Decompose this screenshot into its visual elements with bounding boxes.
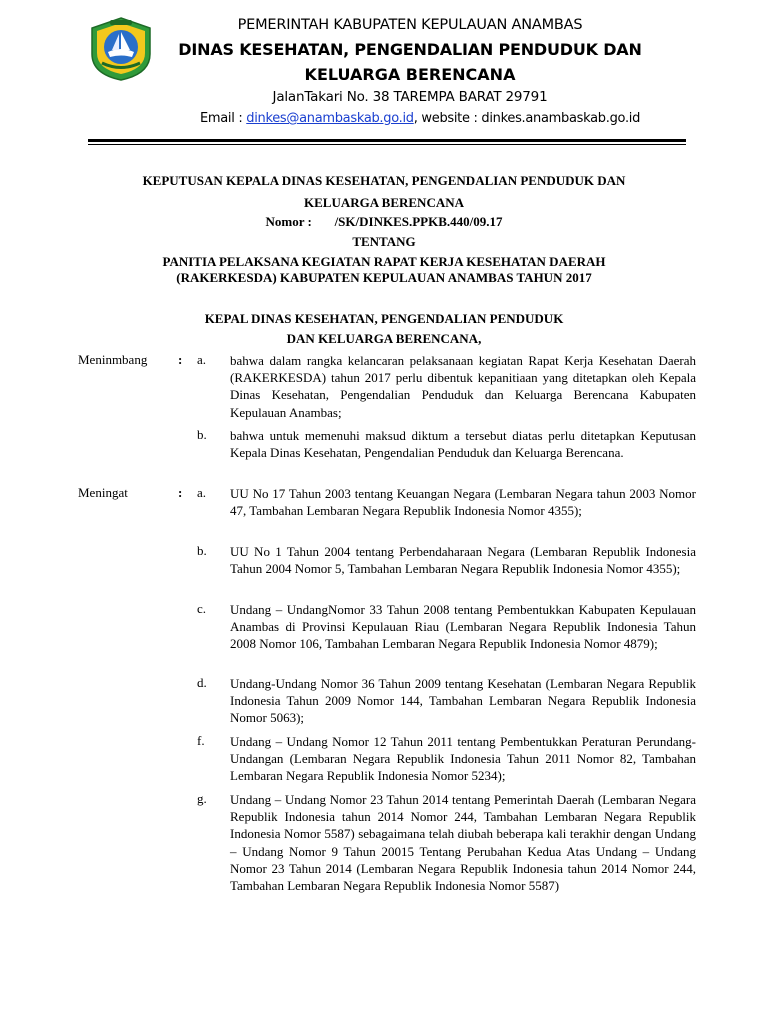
mengingat-item-g-text: Undang – Undang Nomor 23 Tahun 2014 tentang Pemerintah Daerah (Lembaran Negara Republik Indonesia tahun 2014 Nomor 244, Tambahan Lembaran Negara Republik Indonesia Nomor 5587) sebagaimana telah diubah beberapa kali terakhir dengan Undang – Undang Nomor 9 Tahun 20015 Tentang Perubahan Kedua Atas Undang – Undang Nomor 23 Tahun 2014 (Lembaran Negara Republik Indonesia tahun 2014 Nomor 244, Tambahan Lembaran Negara Republik Indonesia Nomor 5587) — [230, 792, 696, 894]
menimbang-item-b-text: bahwa untuk memenuhi maksud diktum a tersebut diatas perlu ditetapkan Keputusan Kepala Dinas Kesehatan, Pengendalian Penduduk dan Keluarga Berencana. — [230, 428, 696, 461]
agency-address: JalanTakari No. 38 TAREMPA BARAT 29791 — [272, 89, 548, 105]
mengingat-item-f-mark: f. — [197, 733, 205, 748]
official-title-line2: DAN KELUARGA BERENCANA, — [286, 331, 482, 346]
government-name: PEMERINTAH KABUPATEN KEPULAUAN ANAMBAS — [237, 17, 583, 33]
mengingat-item-c-mark: c. — [197, 601, 207, 616]
regency-emblem-icon — [88, 16, 154, 82]
menimbang-item-b-mark: b. — [197, 427, 207, 442]
mengingat-item-f-text: Undang – Undang Nomor 12 Tahun 2011 tentang Pembentukkan Peraturan Perundang-Undangan (Lembaran Negara Republik Indonesia Tahun 2011 Nomor 82, Tambahan Lembaran Negara Republik Indonesia Nomor 5234); — [230, 734, 696, 784]
agency-name-line2: KELUARGA BERENCANA — [304, 65, 516, 84]
mengingat-item-a-mark: a. — [197, 485, 207, 500]
contact-line — [150, 111, 690, 126]
decree-title-line2: KELUARGA BERENCANA — [304, 195, 464, 210]
tentang-heading: TENTANG — [352, 234, 416, 249]
decree-title-line1: KEPUTUSAN KEPALA DINAS KESEHATAN, PENGENDALIAN PENDUDUK DAN — [142, 173, 626, 188]
mengingat-colon: : — [178, 485, 183, 500]
email-link[interactable]: dinkes@anambaskab.go.id — [246, 111, 414, 126]
menimbang-item-a-mark: a. — [197, 352, 207, 367]
mengingat-label: Meningat — [78, 485, 128, 500]
official-title-line1: KEPAL DINAS KESEHATAN, PENGENDALIAN PENDUDUK — [204, 311, 564, 326]
agency-name-line1: DINAS KESEHATAN, PENGENDALIAN PENDUDUK DAN — [178, 40, 642, 59]
mengingat-item-g-mark: g. — [197, 791, 207, 806]
menimbang-label: Meninmbang — [78, 352, 148, 367]
mengingat-item-c-text: Undang – UndangNomor 33 Tahun 2008 tentang Pembentukkan Kabupaten Kepulauan Anambas di Provinsi Kepulauan Riau (Lembaran Negara Republik Indonesia Tahun 2008 Nomor 106, Tambahan Lembaran Negara Republik Indonesia Nomor 4879); — [230, 602, 696, 652]
decree-number: Nomor : /SK/DINKES.PPKB.440/09.17 — [265, 214, 503, 229]
mengingat-item-b-text: UU No 1 Tahun 2004 tentang Perbendaharaan Negara (Lembaran Republik Indonesia Tahun 2004 Nomor 5, Tambahan Lembaran Negara Republik Indonesia Nomor 4355); — [230, 544, 696, 577]
mengingat-item-b-mark: b. — [197, 543, 207, 558]
mengingat-item-a-text: UU No 17 Tahun 2003 tentang Keuangan Negara (Lembaran Negara tahun 2003 Nomor 47, Tambahan Lembaran Negara Republik Indonesia Nomor 4355); — [230, 486, 696, 519]
mengingat-item-d-text: Undang-Undang Nomor 36 Tahun 2009 tentang Kesehatan (Lembaran Negara Republik Indonesia Tahun 2009 Nomor 144, Tambahan Lembaran Negara Republik Indonesia Nomor 5063); — [230, 676, 696, 726]
letterhead-rule-thin — [88, 144, 686, 145]
menimbang-colon: : — [178, 352, 183, 367]
email-label: Email : — [199, 111, 247, 126]
decree-subject-line1: PANITIA PELAKSANA KEGIATAN RAPAT KERJA KESEHATAN DAERAH — [162, 254, 606, 269]
letterhead-rule-thick — [88, 139, 686, 142]
mengingat-item-d-mark: d. — [197, 675, 207, 690]
menimbang-item-a-text: bahwa dalam rangka kelancaran pelaksanaan kegiatan Rapat Kerja Kesehatan Daerah (RAKERKESDA) tahun 2017 perlu dibentuk kepanitiaan yang ditetapkan oleh Kepala Dinas Kesehatan, Pengendalian Penduduk dan Keluarga Berencana Kabupaten Kepulauan Anambas; — [230, 353, 696, 420]
letterhead — [0, 0, 768, 150]
website-text: , website : dinkes.anambaskab.go.id — [413, 111, 641, 126]
decree-subject-line2: (RAKERKESDA) KABUPATEN KEPULAUAN ANAMBAS TAHUN 2017 — [176, 270, 592, 285]
